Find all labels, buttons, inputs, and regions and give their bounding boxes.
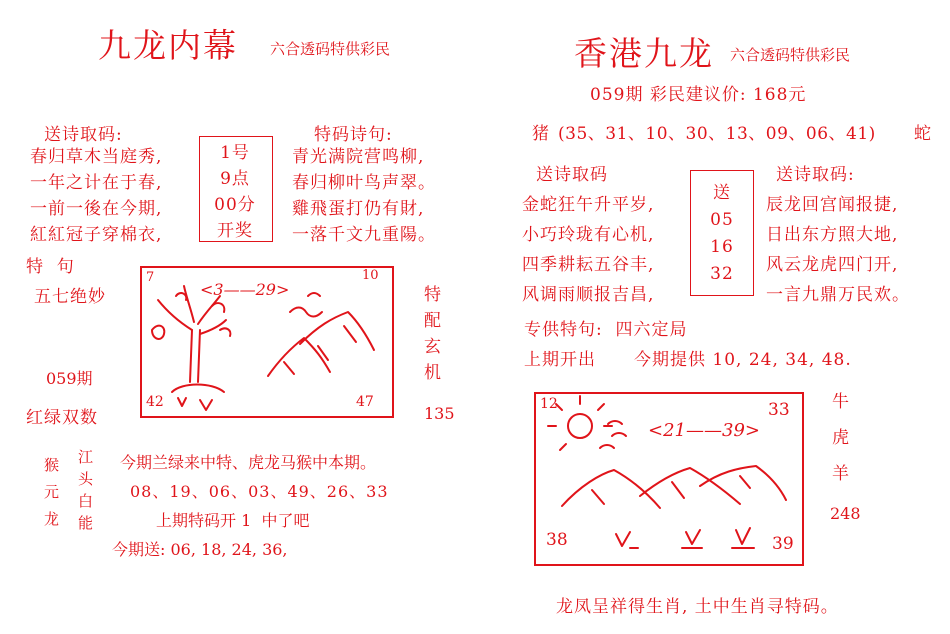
poem-line: 金蛇狂午升平岁,	[522, 195, 655, 215]
sketch-num: 33	[768, 400, 790, 420]
right-mountains	[562, 466, 786, 508]
poem-line: 春归柳叶鸟声翠。	[292, 173, 436, 193]
sketch-num: 38	[546, 530, 568, 550]
right-poem-right-heading: 送诗取码:	[776, 165, 855, 185]
poem-line: 一前一後在今期,	[30, 199, 163, 219]
right-poem-left-heading: 送诗取码	[536, 165, 608, 185]
grass-tufts	[616, 528, 754, 548]
send-line: 05	[710, 210, 734, 230]
left-line4: 今期送: 06, 18, 24, 36,	[112, 540, 288, 559]
tree-branches	[158, 286, 226, 334]
right-footer: 龙凤呈祥得生肖, 土中生肖寻特码。	[556, 597, 839, 617]
right-subtitle: 六合透码特供彩民	[730, 46, 851, 64]
right-title: 香港九龙	[574, 34, 714, 73]
send-line: 送	[713, 183, 731, 203]
send-line: 16	[710, 237, 734, 257]
mountains	[268, 312, 374, 376]
send-line: 32	[710, 264, 734, 284]
vertical-char: 羊	[832, 464, 850, 484]
poem-line: 一年之计在于春,	[30, 173, 163, 193]
left-subtitle: 六合透码特供彩民	[270, 40, 391, 58]
left-line2: 08、19、06、03、49、26、33	[130, 482, 389, 501]
vertical-char: 元	[44, 483, 60, 501]
sun	[568, 414, 592, 438]
poem-line: 一言九鼎万民欢。	[766, 285, 910, 305]
right-last-issue: 上期开出	[524, 350, 596, 370]
sketch-num: 12	[540, 396, 558, 412]
right-numbers: (35、31、10、30、13、09、06、41)	[558, 124, 876, 144]
right-issue-price: 059期 彩民建议价: 168元	[590, 85, 807, 105]
red-green: 红绿双数	[26, 408, 98, 428]
vertical-char: 白	[78, 492, 94, 510]
right-mountain-lines	[592, 476, 750, 504]
vertical-char: 头	[78, 470, 94, 488]
left-poem-right-heading: 特码诗句:	[314, 125, 393, 145]
poem-line: 风调雨顺报吉昌,	[522, 285, 655, 305]
wave-marks	[290, 293, 322, 317]
sketch-num: 10	[362, 268, 379, 283]
vertical-char: 玄	[424, 337, 442, 357]
vertical-char: 特	[424, 285, 442, 305]
vertical-char: 虎	[832, 428, 850, 448]
draw-time-line: 00分	[214, 195, 256, 215]
num-135: 135	[424, 404, 455, 423]
tree-base	[172, 385, 224, 393]
vertical-char: 龙	[44, 510, 60, 528]
poem-line: 四季耕耘五谷丰,	[522, 255, 655, 275]
sun-rays	[548, 396, 612, 450]
vertical-char: 猴	[44, 456, 60, 474]
left-line3: 上期特码开 1 中了吧	[156, 511, 310, 530]
right-sketch-text: <21——39>	[648, 420, 760, 441]
draw-time-line: 1号	[220, 143, 250, 163]
tree-trunk	[190, 330, 200, 382]
vertical-char: 江	[78, 448, 94, 466]
special-sentence-label: 特 句	[26, 257, 75, 277]
sketch-num: 47	[356, 394, 374, 410]
vertical-char: 配	[424, 311, 442, 331]
left-issue: 059期	[46, 369, 93, 388]
poem-line: 春归草木当庭秀,	[30, 147, 163, 167]
left-line1: 今期兰绿来中特、虎龙马猴中本期。	[120, 453, 377, 472]
vertical-char: 牛	[832, 392, 850, 412]
zodiac-start: 猪	[532, 124, 550, 144]
vertical-char: 机	[424, 363, 442, 383]
sketch-num: 7	[146, 270, 155, 285]
left-title: 九龙内幕	[98, 26, 238, 65]
left-poem-heading: 送诗取码:	[44, 125, 123, 145]
five-seven: 五七绝妙	[34, 287, 106, 307]
poem-line: 风云龙虎四门开,	[766, 255, 899, 275]
vertical-char: 能	[78, 514, 94, 532]
left-sketch-text: <3——29>	[200, 280, 290, 299]
sketch-num: 39	[772, 534, 794, 554]
poem-line: 雞飛蛋打仍有財,	[292, 199, 425, 219]
poem-line: 紅紅冠子穿棉衣,	[30, 225, 163, 245]
zodiac-end: 蛇	[914, 124, 932, 144]
draw-time-line: 开奖	[217, 221, 253, 241]
poem-line: 辰龙回宫闻报捷,	[766, 195, 899, 215]
poem-line: 一落千文九重陽。	[292, 225, 436, 245]
grass	[178, 398, 212, 410]
mountain-lines	[284, 326, 356, 374]
num-248: 248	[830, 504, 861, 523]
poem-line: 日出东方照大地,	[766, 225, 899, 245]
draw-time-line: 9点	[220, 169, 250, 189]
right-special-sentence: 专供特句: 四六定局	[524, 320, 688, 340]
poem-line: 小巧玲珑有心机,	[522, 225, 655, 245]
sketch-num: 42	[146, 394, 164, 410]
poem-line: 青光满院营鸣柳,	[292, 147, 425, 167]
right-this-issue: 今期提供 10, 24, 34, 48.	[634, 350, 852, 370]
